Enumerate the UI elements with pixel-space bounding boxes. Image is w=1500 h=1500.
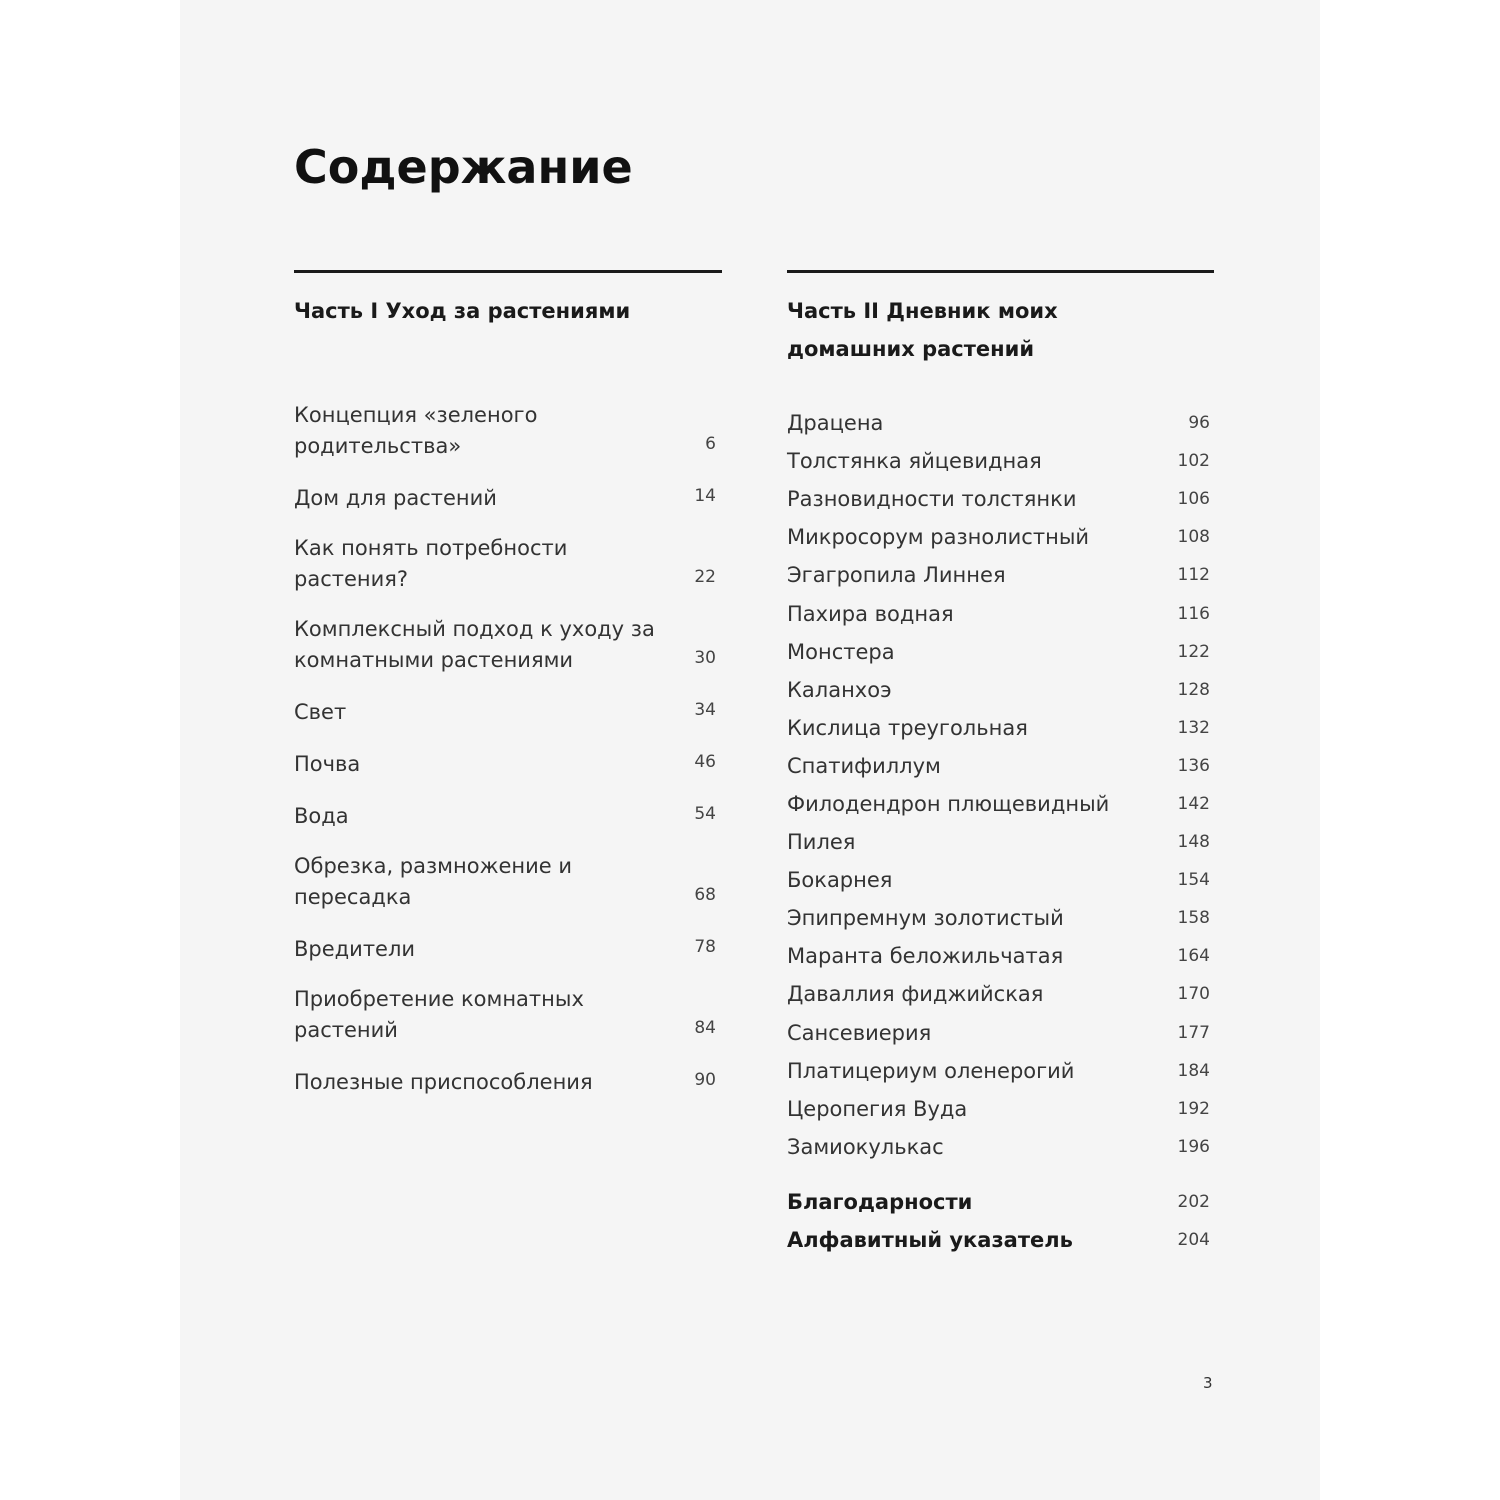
toc-entry-page: 112 [1177, 565, 1210, 586]
toc-entry[interactable] [787, 518, 1210, 556]
toc-entry[interactable] [787, 823, 1210, 861]
toc-entry-page: 96 [1188, 413, 1210, 434]
toc-entry[interactable] [294, 984, 722, 1046]
toc-entry-page: 102 [1177, 451, 1210, 472]
toc-entry-title: Приобретение комнатных растений [294, 987, 584, 1042]
toc-entry-page: 204 [1177, 1230, 1210, 1251]
toc-entry-title: Пахира водная [787, 601, 954, 626]
part-two-column [787, 270, 1214, 1253]
toc-entry[interactable] [787, 1052, 1210, 1090]
toc-entry-title: Спатифиллум [787, 753, 941, 778]
toc-entry-page: 154 [1177, 870, 1210, 891]
toc-entry-title: Даваллия фиджийская [787, 982, 1044, 1007]
toc-entry-page: 30 [694, 648, 716, 668]
toc-entry[interactable] [294, 533, 722, 595]
toc-entry-title: Благодарности [787, 1190, 973, 1215]
toc-entry[interactable] [294, 851, 722, 913]
toc-entry-title: Концепция «зеленого родительства» [294, 403, 538, 458]
toc-entry[interactable] [294, 932, 722, 965]
toc-entry-page: 122 [1177, 641, 1210, 662]
toc-entry[interactable] [787, 594, 1210, 632]
toc-entry[interactable] [294, 799, 722, 832]
toc-entry-page: 84 [694, 1018, 716, 1038]
toc-entry[interactable] [294, 614, 722, 676]
toc-entry-page: 46 [694, 752, 716, 772]
toc-entry-title: Дом для растений [294, 486, 497, 510]
toc-entry[interactable] [787, 975, 1210, 1013]
page-title: Содержание [294, 140, 633, 194]
toc-entry-title: Обрезка, размножение и пересадка [294, 854, 573, 909]
toc-entry-title: Маранта беложильчатая [787, 944, 1064, 969]
toc-entry-bold[interactable] [787, 1221, 1210, 1259]
toc-entry-page: 14 [694, 486, 716, 506]
toc-entry-page: 177 [1177, 1022, 1210, 1043]
toc-entry-title: Алфавитный указатель [787, 1228, 1073, 1253]
part-two-rule [787, 270, 1214, 273]
toc-entry-page: 196 [1177, 1136, 1210, 1157]
toc-entry-page: 158 [1177, 908, 1210, 929]
toc-entry-page: 136 [1177, 755, 1210, 776]
part-two-heading [787, 292, 1214, 368]
page-number: 3 [1203, 1374, 1213, 1392]
toc-entry[interactable] [787, 633, 1210, 671]
toc-entry[interactable] [787, 671, 1210, 709]
toc-entry-page: 142 [1177, 793, 1210, 814]
toc-entry-title: Сансевиерия [787, 1020, 932, 1045]
part-two-heading-line2: домашних растений [787, 337, 1035, 361]
toc-entry[interactable] [787, 1128, 1210, 1166]
toc-entry[interactable] [787, 747, 1210, 785]
toc-entry-page: 22 [694, 567, 716, 587]
toc-entry-title: Замиокулькас [787, 1134, 944, 1159]
toc-entry[interactable] [294, 747, 722, 780]
toc-entry[interactable] [294, 1065, 722, 1098]
toc-entry-title: Разновидности толстянки [787, 487, 1077, 512]
toc-entry-title: Эгагропила Линнея [787, 563, 1006, 588]
toc-entry-title: Как понять потребности растения? [294, 536, 568, 591]
toc-entry[interactable] [787, 899, 1210, 937]
toc-entry-title: Пилея [787, 830, 856, 855]
toc-entry-bold[interactable] [787, 1183, 1210, 1221]
toc-entry-page: 192 [1177, 1098, 1210, 1119]
toc-entry[interactable] [787, 480, 1210, 518]
toc-entry[interactable] [294, 695, 722, 728]
toc-entry[interactable] [787, 442, 1210, 480]
toc-entry[interactable] [787, 709, 1210, 747]
toc-entry-page: 68 [694, 885, 716, 905]
toc-entry-title: Филодендрон плющевидный [787, 791, 1110, 816]
toc-entry-title: Микросорум разнолистный [787, 525, 1090, 550]
toc-entry-page: 108 [1177, 527, 1210, 548]
toc-entry-page: 184 [1177, 1060, 1210, 1081]
toc-entry-title: Вода [294, 804, 349, 828]
toc-entry-title: Платицериум оленерогий [787, 1058, 1075, 1083]
part-two-heading-line1: Часть II Дневник моих [787, 299, 1058, 323]
toc-entry-title: Комплексный подход к уходу за комнатными растениями [294, 617, 655, 672]
toc-entry-title: Бокарнея [787, 868, 893, 893]
toc-entry-page: 202 [1177, 1192, 1210, 1213]
toc-entry-title: Эпипремнум золотистый [787, 906, 1064, 931]
toc-entry[interactable] [787, 1014, 1210, 1052]
toc-entry[interactable] [787, 404, 1210, 442]
toc-entry-page: 54 [694, 804, 716, 824]
part-two-list [787, 404, 1210, 1166]
toc-entry-page: 170 [1177, 984, 1210, 1005]
part-one-list [294, 400, 722, 1117]
toc-entry-page: 78 [694, 937, 716, 957]
toc-entry-page: 128 [1177, 679, 1210, 700]
toc-entry-page: 116 [1177, 603, 1210, 624]
toc-entry[interactable] [787, 556, 1210, 594]
toc-entry-title: Церопегия Вуда [787, 1096, 968, 1121]
toc-entry-page: 148 [1177, 832, 1210, 853]
toc-entry-title: Монстера [787, 639, 895, 664]
toc-entry-page: 90 [694, 1070, 716, 1090]
toc-entry-title: Кислица треугольная [787, 715, 1028, 740]
toc-entry-page: 164 [1177, 946, 1210, 967]
toc-entry[interactable] [787, 1090, 1210, 1128]
part-one-rule [294, 270, 722, 273]
toc-entry-page: 106 [1177, 489, 1210, 510]
toc-entry-title: Толстянка яйцевидная [787, 449, 1042, 474]
toc-entry-title: Драцена [787, 411, 884, 436]
toc-entry[interactable] [294, 481, 722, 514]
toc-entry[interactable] [787, 861, 1210, 899]
toc-entry-page: 34 [694, 700, 716, 720]
part-one-heading: Часть I Уход за растениями [294, 299, 631, 323]
toc-entry-title: Вредители [294, 937, 416, 961]
toc-entry[interactable] [787, 785, 1210, 823]
toc-entry-title: Полезные приспособления [294, 1070, 593, 1094]
toc-entry-page: 132 [1177, 717, 1210, 738]
toc-entry[interactable] [294, 400, 722, 462]
part-one-column [294, 270, 722, 1094]
toc-entry[interactable] [787, 937, 1210, 975]
toc-entry-page: 6 [705, 434, 716, 454]
toc-entry-title: Каланхоэ [787, 677, 892, 702]
toc-entry-title: Почва [294, 752, 361, 776]
back-matter-list [787, 1183, 1210, 1259]
toc-entry-title: Свет [294, 700, 347, 724]
